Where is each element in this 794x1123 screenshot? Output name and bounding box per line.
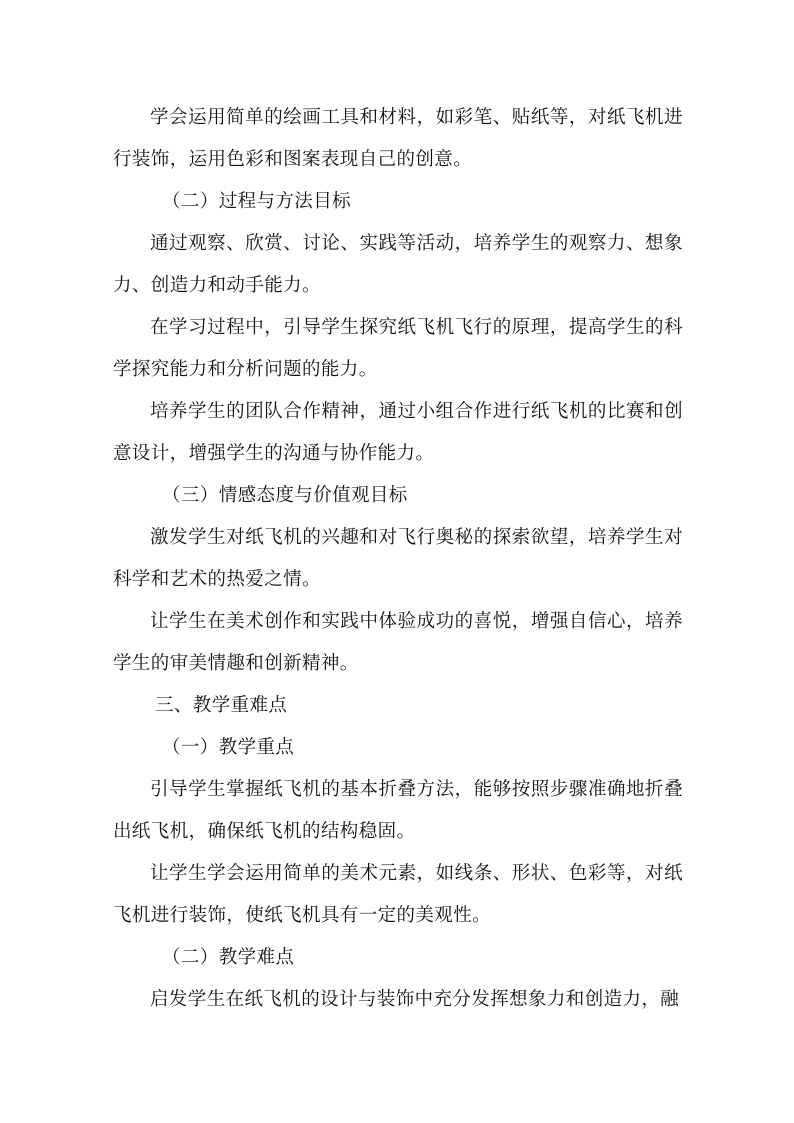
subheading-key-points: （一）教学重点 (162, 737, 295, 758)
paragraph-success-joy: 让学生在美术创作和实践中体验成功的喜悦，增强自信心，培养学生的审美情趣和创新精神。 (113, 611, 683, 674)
paragraph-decoration-methods: 学会运用简单的绘画工具和材料，如彩笔、贴纸等，对纸飞机进行装饰，运用色彩和图案表现自己的创意。 (113, 107, 683, 170)
subheading-process-methods: （二）过程与方法目标 (162, 191, 352, 212)
heading-key-difficult-points: 三、教学重难点 (155, 695, 288, 716)
document-body (113, 97, 683, 1021)
paragraph-folding-method: 引导学生掌握纸飞机的基本折叠方法，能够按照步骤准确地折叠出纸飞机，确保纸飞机的结构稳固。 (113, 779, 683, 842)
paragraph-interest: 激发学生对纸飞机的兴趣和对飞行奥秘的探索欲望，培养学生对科学和艺术的热爱之情。 (113, 527, 683, 590)
subheading-emotion-values: （三）情感态度与价值观目标 (162, 485, 408, 506)
paragraph-observation-activities: 通过观察、欣赏、讨论、实践等活动，培养学生的观察力、想象力、创造力和动手能力。 (113, 233, 683, 296)
paragraph-flight-principle: 在学习过程中，引导学生探究纸飞机飞行的原理，提高学生的科学探究能力和分析问题的能力。 (113, 317, 683, 380)
subheading-difficult-points: （二）教学难点 (162, 947, 295, 968)
paragraph-creativity: 启发学生在纸飞机的设计与装饰中充分发挥想象力和创造力，融 (150, 989, 680, 1010)
paragraph-art-elements: 让学生学会运用简单的美术元素，如线条、形状、色彩等，对纸飞机进行装饰，使纸飞机具有一定的美观性。 (113, 863, 683, 926)
paragraph-teamwork: 培养学生的团队合作精神，通过小组合作进行纸飞机的比赛和创意设计，增强学生的沟通与协作能力。 (113, 401, 683, 464)
